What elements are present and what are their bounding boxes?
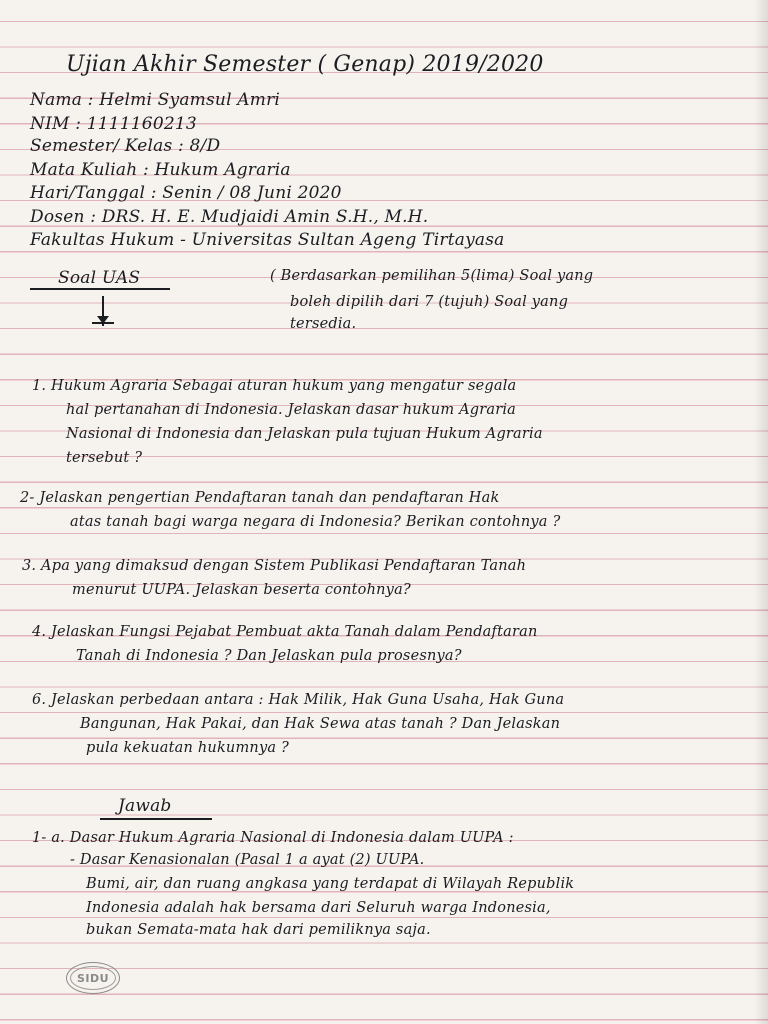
answer-line: - Dasar Kenasionalan (Pasal 1 a ayat (2) UUPA. <box>70 852 425 868</box>
soal-note-line: boleh dipilih dari 7 (tujuh) Soal yang <box>290 294 569 310</box>
faculty-name: Fakultas Hukum - Universitas Sultan Ageng Tirtayasa <box>30 230 505 250</box>
question-line: 1. Hukum Agraria Sebagai aturan hukum yang mengatur segala <box>32 378 517 394</box>
soal-underline <box>30 288 170 290</box>
question-line: pula kekuatan hukumnya ? <box>86 740 289 756</box>
answer-line: Indonesia adalah hak bersama dari Seluruh warga Indonesia, <box>86 900 551 916</box>
question-line: 2- Jelaskan pengertian Pendaftaran tanah dan pendaftaran Hak <box>20 490 500 506</box>
question-line: hal pertanahan di Indonesia. Jelaskan dasar hukum Agraria <box>66 402 517 418</box>
sidu-logo-text: SIDU <box>70 966 116 990</box>
student-nim: NIM : 1111160213 <box>30 114 197 134</box>
semester-class: Semester/ Kelas : 8/D <box>30 136 221 156</box>
exam-date: Hari/Tanggal : Senin / 08 Juni 2020 <box>30 183 342 203</box>
question-line: Nasional di Indonesia dan Jelaskan pula tujuan Hukum Agraria <box>66 426 543 442</box>
page-edge-shadow <box>754 0 768 1024</box>
student-name: Nama : Helmi Syamsul Amri <box>30 90 281 110</box>
answer-line: Bumi, air, dan ruang angkasa yang terdapat di Wilayah Republik <box>86 876 575 892</box>
question-line: 4. Jelaskan Fungsi Pejabat Pembuat akta Tanah dalam Pendaftaran <box>32 624 538 640</box>
soal-heading: Soal UAS <box>58 268 141 288</box>
course-name: Mata Kuliah : Hukum Agraria <box>30 160 291 180</box>
answer-line: bukan Semata-mata hak dari pemiliknya saja. <box>86 922 431 938</box>
exam-title: Ujian Akhir Semester ( Genap) 2019/2020 <box>66 52 544 77</box>
lecturer-name: Dosen : DRS. H. E. Mudjaidi Amin S.H., M.H. <box>30 207 429 227</box>
question-line: Tanah di Indonesia ? Dan Jelaskan pula prosesnya? <box>76 648 462 664</box>
question-line: menurut UUPA. Jelaskan beserta contohnya? <box>72 582 411 598</box>
question-line: 3. Apa yang dimaksud dengan Sistem Publikasi Pendaftaran Tanah <box>22 558 527 574</box>
jawab-underline <box>100 818 212 820</box>
arrow-base-icon <box>92 322 114 324</box>
sidu-logo <box>66 962 120 994</box>
jawab-heading: Jawab <box>118 796 172 816</box>
answer-line: 1- a. Dasar Hukum Agraria Nasional di Indonesia dalam UUPA : <box>32 830 514 846</box>
question-line: Bangunan, Hak Pakai, dan Hak Sewa atas tanah ? Dan Jelaskan <box>80 716 561 732</box>
question-line: atas tanah bagi warga negara di Indonesia? Berikan contohnya ? <box>70 514 561 530</box>
question-line: tersebut ? <box>66 450 143 466</box>
soal-note-line: ( Berdasarkan pemilihan 5(lima) Soal yang <box>270 268 594 284</box>
soal-note-line: tersedia. <box>290 316 357 332</box>
question-line: 6. Jelaskan perbedaan antara : Hak Milik, Hak Guna Usaha, Hak Guna <box>32 692 565 708</box>
